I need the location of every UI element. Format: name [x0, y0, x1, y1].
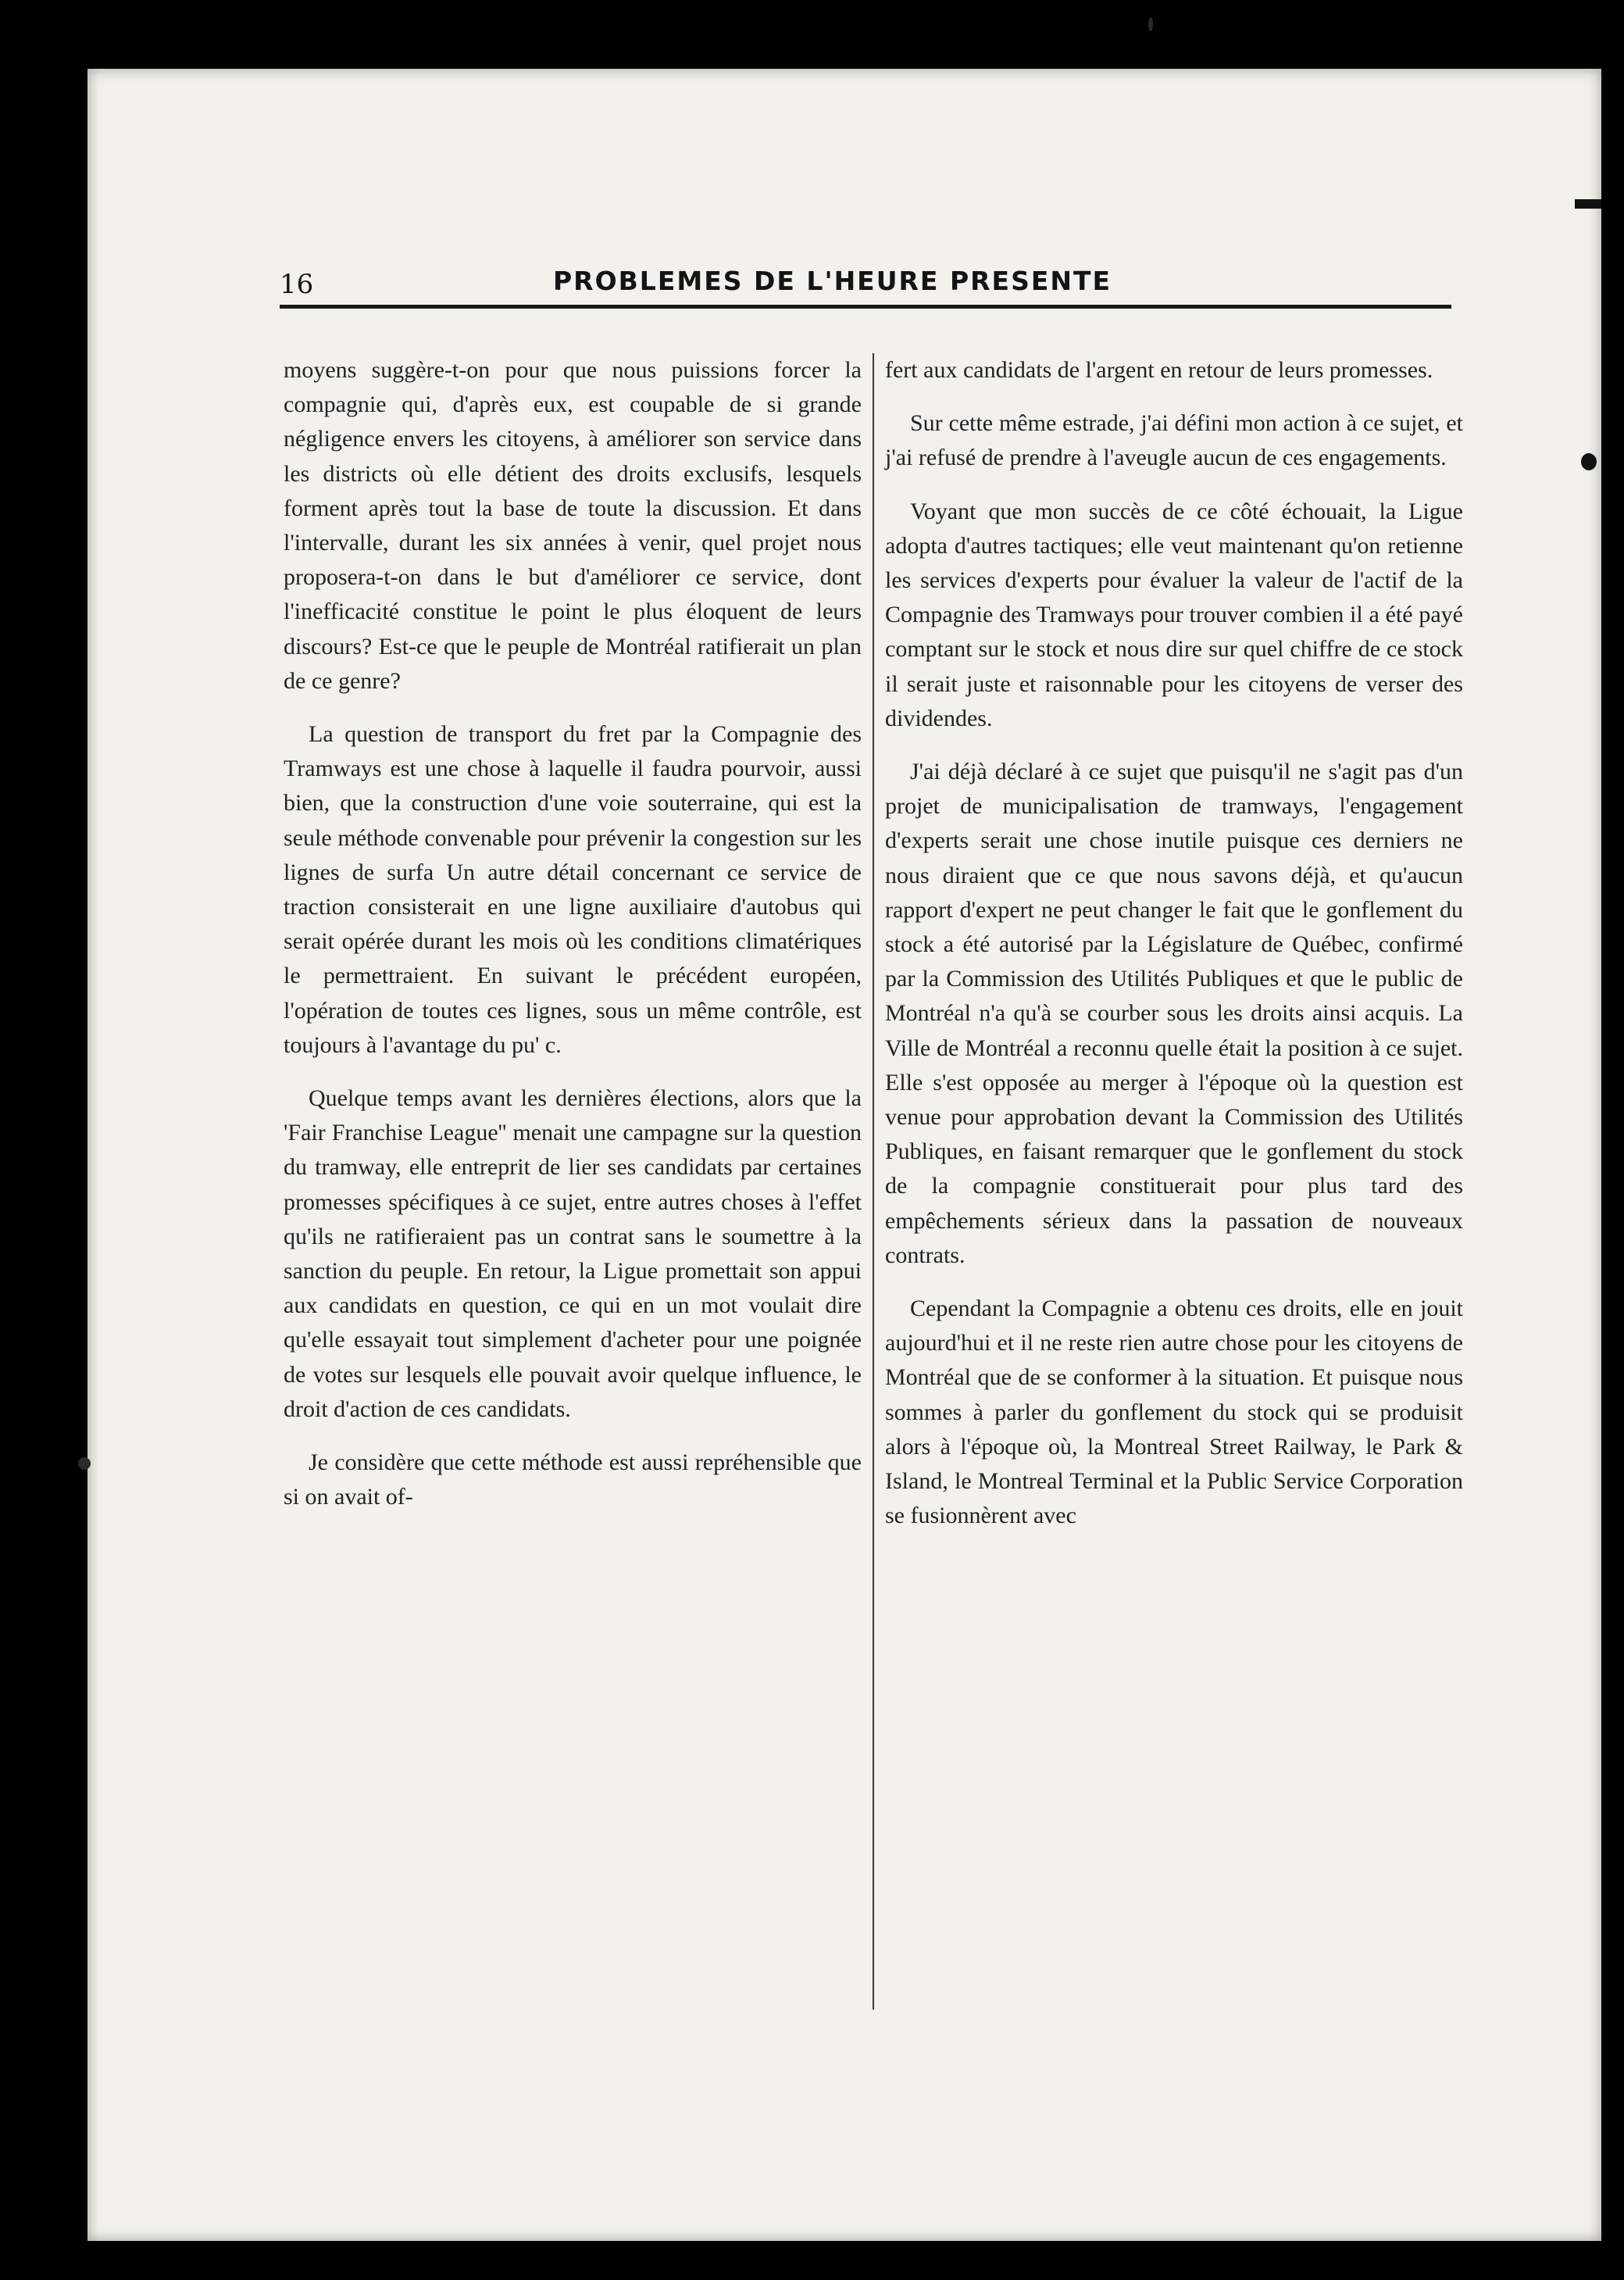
- running-head: PROBLEMES DE L'HEURE PRESENTE: [553, 266, 1112, 296]
- paragraph: fert aux candidats de l'argent en retour de leurs promesses.: [885, 357, 1433, 383]
- page-number: 16: [280, 269, 314, 300]
- paragraph: J'ai déjà déclaré à ce sujet que puisqu'il ne s'agit pas d'un projet de municipalisation de tramways, l'engagement d'experts serait une chose inutile puisque ces derniers ne nous diraient que ce que nous savons déjà, et qu'aucun rapport d'expert ne peut changer le fait que le gonflement du stock a été autorisé par la Législature de Québec, confirmé par la Commission des Utilités Publiques et que le public de Montréal n'a qu'à se courber sous les droits ainsi acquis. La Ville de Montréal a reconnu quelle était la position à ce sujet. Elle s'est opposée au merger à l'époque où la question est venue pour approbation devant la Commission des Utilités Publiques, en faisant remarquer que le gonflement du stock de la compagnie constituerait pour plus tard des empêchements sérieux dans la passation de nouveaux contrats.: [885, 759, 1463, 1268]
- paragraph: moyens suggère-t-on pour que nous puissions forcer la compagnie qui, d'après eux, est coupable de si grande négligence envers les citoyens, à améliorer son service dans les districts où elle détient des droits exclusifs, lesquels forment après tout la base de toute la discussion. Et dans l'intervalle, durant les six années à venir, quel projet nous proposera-t-on dans le but d'améliorer ce service, dont l'inefficacité constitue le point le plus éloquent de leurs discours? Est-ce que le peuple de Montréal ratifierait un plan de ce genre?: [284, 357, 862, 694]
- scan-edge-mark: [1581, 453, 1597, 470]
- column-divider: [873, 353, 874, 2010]
- paragraph: Je considère que cette méthode est aussi repréhensible que si on avait of-: [284, 1449, 862, 1510]
- paragraph: La question de transport du fret par la Compagnie des Tramways est une chose à laquelle il faudra pourvoir, aussi bien, que la construction d'une voie souterraine, qui est la seule méthode convenable pour prévenir la congestion sur les lignes de surfa Un autre détail concernant ce service de traction consisterait en une ligne auxiliaire d'autobus qui serait opérée durant les mois où les conditions climatériques le permettraient. En suivant le précédent européen, l'opération de toutes ces lignes, sous un même contrôle, est toujours à l'avantage du pu' c.: [284, 721, 862, 1058]
- left-column: [284, 353, 862, 1534]
- scan-edge-mark: [1575, 199, 1601, 209]
- paragraph: Sur cette même estrade, j'ai défini mon action à ce sujet, et j'ai refusé de prendre à l'aveugle aucun de ces engagements.: [885, 410, 1463, 471]
- scan-speck: [1148, 17, 1153, 31]
- paragraph: Cependant la Compagnie a obtenu ces droits, elle en jouit aujourd'hui et il ne reste rien autre chose pour les citoyens de Montréal que de se conformer à la situation. Et puisque nous sommes à parler du gonflement du stock qui se produisit alors à l'époque où, la Montreal Street Railway, le Park & Island, le Montreal Terminal et la Public Service Corporation se fusionnèrent avec: [885, 1295, 1463, 1529]
- scan-speck: [78, 1457, 91, 1470]
- paragraph: Quelque temps avant les dernières élections, alors que la 'Fair Franchise League'' menait une campagne sur la question du tramway, elle entreprit de lier ses candidats par certaines promesses spécifiques à ce sujet, entre autres choses à l'effet qu'ils ne ratifieraient pas un contrat sans le soumettre à la sanction du peuple. En retour, la Ligue promettait son appui aux candidats en question, ce qui en un mot voulait dire qu'elle essayait tout simplement d'acheter pour une poignée de votes sur lesquels elle pouvait avoir quelque influence, le droit d'action de ces candidats.: [284, 1085, 862, 1422]
- header-rule: [280, 305, 1451, 309]
- right-column: [885, 353, 1463, 1553]
- paragraph: Voyant que mon succès de ce côté échouait, la Ligue adopta d'autres tactiques; elle veut maintenant qu'on retienne les services d'experts pour évaluer la valeur de l'actif de la Compagnie des Tramways pour trouver combien il a été payé comptant sur le stock et nous dire sur quel chiffre de ce stock il serait juste et raisonnable pour les citoyens de verser des dividendes.: [885, 498, 1463, 731]
